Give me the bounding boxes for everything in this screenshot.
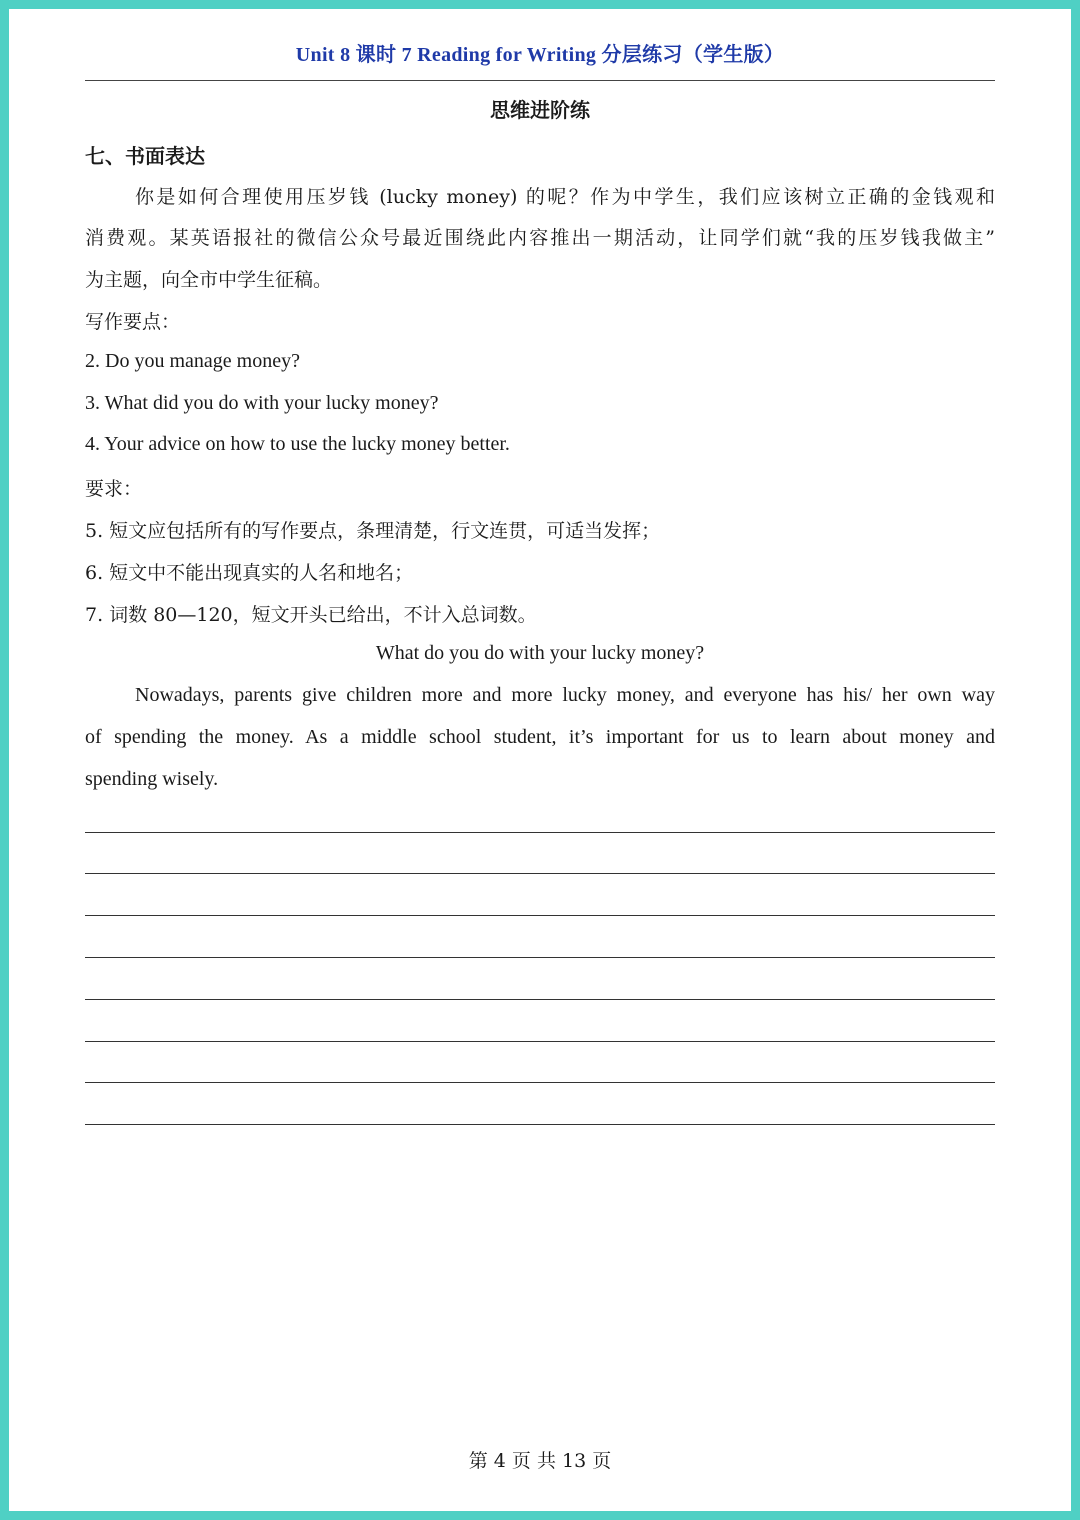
requirements-label: 要求： <box>85 478 143 500</box>
page-footer: 第 4 页 共 13 页 <box>468 1450 612 1472</box>
answer-line[interactable] <box>85 1041 995 1042</box>
answer-line[interactable] <box>85 832 995 833</box>
writing-points-label: 写作要点： <box>85 311 181 333</box>
answer-line[interactable] <box>85 999 995 1000</box>
header-divider <box>85 80 995 81</box>
intro-line: 消费观。某英语报社的微信公众号最近围绕此内容推出一期活动，让同学们就“我的压岁钱我做主” <box>85 227 995 249</box>
answer-line[interactable] <box>85 957 995 958</box>
essay-line: Nowadays, parents give children more and more lucky money, and everyone has his/ her own way <box>135 684 995 706</box>
answer-line[interactable] <box>85 915 995 916</box>
answer-line[interactable] <box>85 873 995 874</box>
essay-title: What do you do with your lucky money? <box>375 642 705 664</box>
writing-point: 3. What did you do with your lucky money? <box>85 392 439 414</box>
header-title: Unit 8 课时 7 Reading for Writing 分层练习（学生版） <box>295 44 785 66</box>
essay-line: of spending the money. As a middle school student, it’s important for us to learn about money and <box>85 726 995 748</box>
answer-line[interactable] <box>85 1124 995 1125</box>
section-title: 思维进阶练 <box>490 98 590 122</box>
writing-point: 2. Do you manage money? <box>85 350 300 372</box>
essay-line: spending wisely. <box>85 768 219 790</box>
intro-line: 你是如何合理使用压岁钱 (lucky money) 的呢？作为中学生，我们应该树立正确的金钱观和 <box>135 186 995 208</box>
writing-point: 4. Your advice on how to use the lucky money better. <box>85 433 510 455</box>
intro-line: 为主题，向全市中学生征稿。 <box>85 269 333 291</box>
requirement-item: 7. 词数 80—120，短文开头已给出，不计入总词数。 <box>85 604 537 626</box>
requirement-item: 6. 短文中不能出现真实的人名和地名； <box>85 562 414 584</box>
requirement-item: 5. 短文应包括所有的写作要点，条理清楚，行文连贯，可适当发挥； <box>85 520 661 542</box>
answer-line[interactable] <box>85 1082 995 1083</box>
question-title: 七、书面表达 <box>85 144 205 168</box>
